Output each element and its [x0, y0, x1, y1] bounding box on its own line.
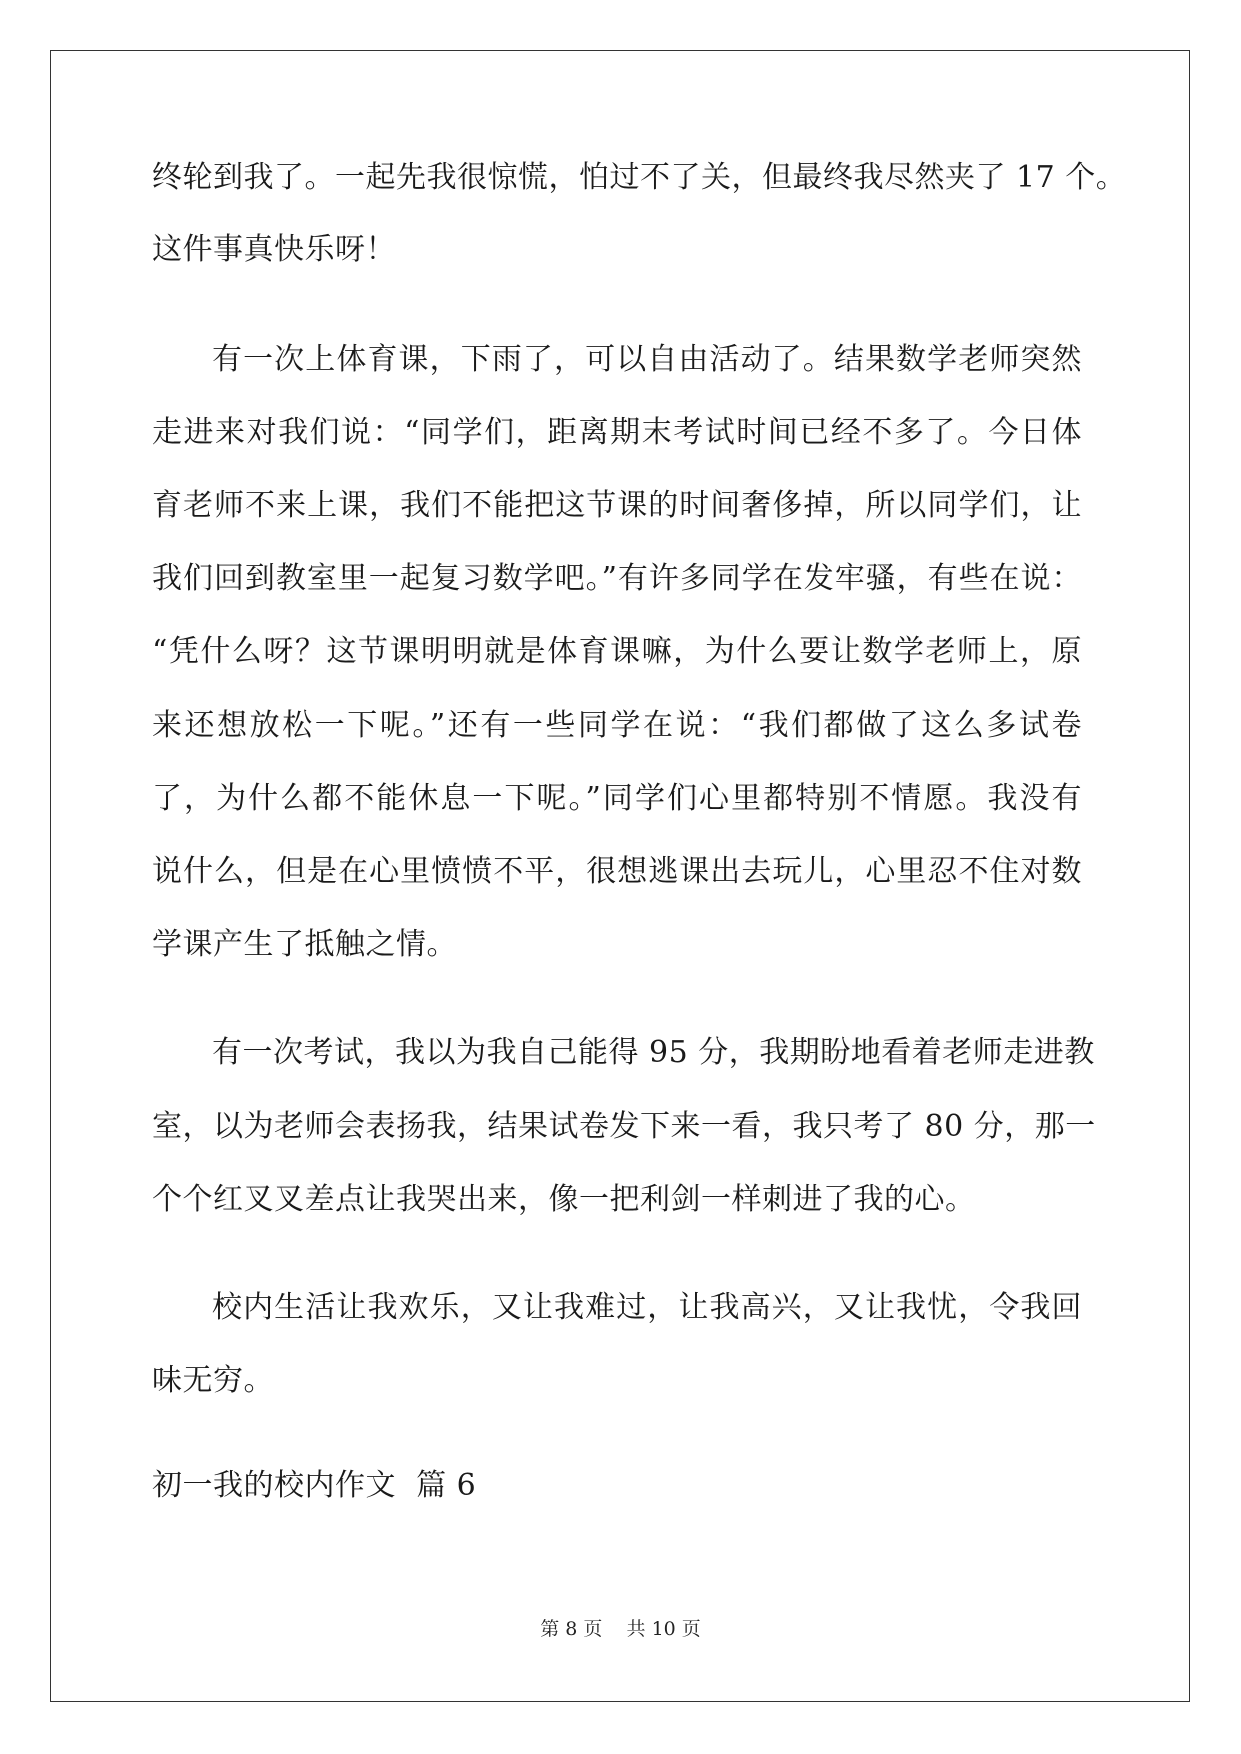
paragraph-start-line: 有一次考试，我以为我自己能得 95 分，我期盼地看着老师走进教 — [212, 1035, 1095, 1070]
section-heading: 初一我的校内作文 篇 6 — [152, 1468, 477, 1503]
paragraph-start-line: 有一次上体育课，下雨了，可以自由活动了。结果数学老师突然 — [212, 342, 1082, 377]
text-line: 个个红叉叉差点让我哭出来，像一把利剑一样刺进了我的心。 — [152, 1182, 976, 1217]
paragraph-start-line: 校内生活让我欢乐，又让我难过，让我高兴，又让我忧，令我回 — [212, 1290, 1082, 1325]
text-line: 我们回到教室里一起复习数学吧。”有许多同学在发牢骚，有些在说： — [152, 561, 1082, 596]
text-line: 走进来对我们说：“同学们，距离期末考试时间已经不多了。今日体 — [152, 415, 1082, 450]
text-line: 育老师不来上课，我们不能把这节课的时间奢侈掉，所以同学们，让 — [152, 488, 1082, 523]
text-line: 室，以为老师会表扬我，结果试卷发下来一看，我只考了 80 分，那一 — [152, 1109, 1096, 1144]
text-line: 学课产生了抵触之情。 — [152, 927, 457, 962]
text-line: 说什么，但是在心里愤愤不平，很想逃课出去玩儿，心里忍不住对数 — [152, 854, 1082, 889]
text-line: 味无穷。 — [152, 1363, 274, 1398]
text-line: 来还想放松一下呢。”还有一些同学在说：“我们都做了这么多试卷 — [152, 708, 1082, 743]
text-line: “凭什么呀？这节课明明就是体育课嘛，为什么要让数学老师上，原 — [152, 634, 1082, 669]
text-line: 这件事真快乐呀！ — [152, 232, 396, 267]
page-number-footer: 第 8 页 共 10 页 — [540, 1618, 701, 1640]
text-line: 了，为什么都不能休息一下呢。”同学们心里都特别不情愿。我没有 — [152, 781, 1082, 816]
text-line: 终轮到我了。一起先我很惊慌，怕过不了关，但最终我尽然夹了 17 个。 — [152, 160, 1127, 195]
